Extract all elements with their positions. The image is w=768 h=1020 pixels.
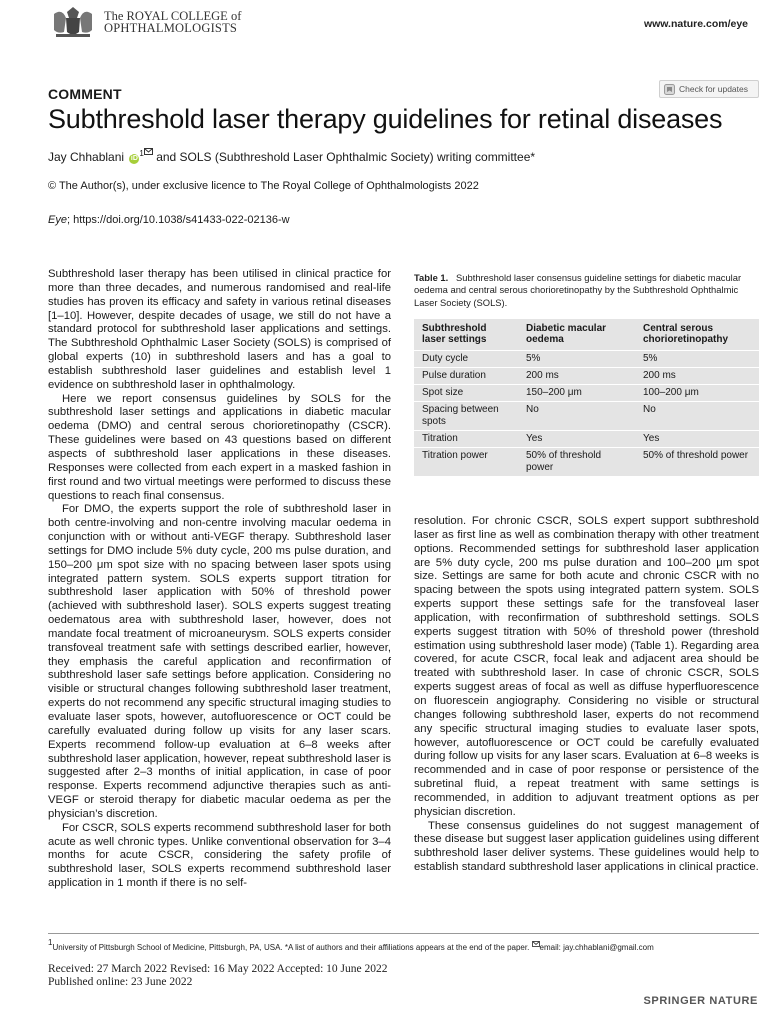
paragraph: Here we report consensus guidelines by SOLS for the subthreshold laser settings and applications in diabetic macular oedema (DMO) and central serous chorioretinopathy (CSCR). These guidelines were based on 43 questions based on different aspects of subthreshold laser applications in these diseases. Responses were collected from each expert in a masked fashion in first round and two virtual meetings were performed to discuss these questions to reach final consensus. [48,392,391,502]
copyright-line: © The Author(s), under exclusive licence to The Royal College of Ophthalmologists 2022 [48,180,479,192]
table-cell: Duty cycle [414,350,518,367]
table-cell: Titration [414,430,518,447]
dates-received: Received: 27 March 2022 Revised: 16 May 2022 Accepted: 10 June 2022 [48,963,388,975]
rco-logo[interactable] [48,4,241,40]
settings-table [414,319,759,477]
journal-header [48,4,748,44]
table-cell: 50% of threshold power [635,447,759,476]
table-cell: Titration power [414,447,518,476]
table-header: Diabetic macular oedema [518,319,635,351]
table-cell: 50% of threshold power [518,447,635,476]
table-1 [414,272,759,477]
table-cell: Yes [518,430,635,447]
table-cell: Spacing between spots [414,401,518,430]
logo-line2: OPHTHALMOLOGISTS [104,21,238,35]
table-row [414,350,759,367]
logo-line1: The ROYAL COLLEGE of [104,9,242,23]
table-cell: Pulse duration [414,367,518,384]
table-cell: No [518,401,635,430]
body-column-left [48,268,391,891]
dates-published: Published online: 23 June 2022 [48,976,193,988]
table-cell: 200 ms [635,367,759,384]
table-caption-text: Subthreshold laser consensus guideline settings for diabetic macular oedema and central serous chorioretinopathy by the Subthreshold Ophthalmic Laser Society (SOLS). [414,272,742,308]
affiliation-mark: 1 [139,149,144,158]
paragraph: Subthreshold laser therapy has been utilised in clinical practice for more than three decades, and numerous randomised and real-life studies has proven its efficacy and safety in various retinal diseases [1–10]. However, despite decades of usage, we still do not have a standard protocol for subthreshold laser applications and settings. The Subthreshold Ophthalmic Laser Society (SOLS) is comprised of global experts (10) in subthreshold lasers and has a goal to establish subthreshold laser guidelines and establish level 1 evidence on subthreshold laser in ophthalmology. [48,268,391,391]
table-cell: 100–200 μm [635,384,759,401]
paragraph: These consensus guidelines do not suggest management of these disease but suggest laser application guidelines using different subthreshold laser deliver systems. These guidelines would help to establish standard subthreshold laser applications in clinical practice. [414,819,759,874]
check-updates-label: Check for updates [679,84,748,94]
table-header-row [414,319,759,351]
table-caption [414,272,759,309]
table-cell: No [635,401,759,430]
table-header: Subthreshold laser settings [414,319,518,351]
author-line [48,148,535,164]
orcid-icon[interactable]: iD [130,155,138,162]
footnote-email-link[interactable]: email: jay.chhablani@gmail.com [539,943,654,952]
body-column-right [414,515,759,875]
article-title: Subthreshold laser therapy guidelines for retinal diseases [48,104,723,134]
table-header: Central serous chorioretinopathy [635,319,759,351]
table-row [414,447,759,476]
table-cell: Spot size [414,384,518,401]
email-icon [532,941,540,947]
bookmark-check-icon [664,84,675,95]
section-label: COMMENT [48,86,122,102]
affiliation-footnote [48,938,654,952]
check-updates-button[interactable] [659,80,759,98]
table-label: Table 1. [414,272,449,283]
table-cell: 5% [518,350,635,367]
table-cell: 150–200 μm [518,384,635,401]
footnote-mark: 1 [48,938,53,947]
paragraph: resolution. For chronic CSCR, SOLS expert support subthreshold laser as first line as well as combination therapy with other treatment options. Recommended settings for subthreshold laser application are 5% duty cycle, 200 ms pulse duration and 100–200 μm spot size. Settings are same for both acute and chronic CSCR with no spacing between the spots using integrated pattern system. SOLS experts support these settings safe for the transfoveal laser application, with reconfirmation of subthreshold settings. SOLS experts suggest titration with 50% of threshold power (threshold estimation using subthreshold laser mode) (Table 1). Regarding area covered, for acute CSCR, focal leak and adjacent area should be treated with subthreshold laser. In case of chronic CSCR, SOLS experts suggest areas of focal as well as diffuse hyperfluorescence on fluorescein angiography. Considering no visible or structural changes following subthreshold laser, experts do not recommend any specific structural imaging studies to evaluate laser spots, however, autofluorescence or OCT could be carefully evaluated during follow up visits for any laser scars. Evaluation at 6–8 weeks is recommended and in case of poor response or persistence of the subretinal fluid, a repeat treatment with same settings is recommended, in addition to adjuvant treatment options as per physician discretion. [414,515,759,818]
logo-text [104,10,241,34]
paragraph: For DMO, the experts support the role of subthreshold laser in both centre-involving and non-centre involving macular oedema in conjunction with or without anti-VEGF therapy. Subthreshold laser settings for DMO include 5% duty cycle, 200 ms pulse duration, and 150–200 μm spot size with no spacing between laser spots using integrated pattern system. SOLS experts support titration for subthreshold laser application with 50% of threshold power (achieved with subthreshold laser). SOLS experts suggest treating oedematous area with subthreshold laser, however, does not mandate focal treatment of microaneurysm. SOLS experts consider transfoveal treatment safe with settings described earlier, however, they emphasis the careful application and reconfirmation of subthreshold laser safe settings before application. Considering no visible or structural changes following subthreshold laser treatment, experts do not recommend any specific structural imaging studies to evaluate laser spots, however, autofluorescence or OCT could be carefully evaluated during follow up visits for any laser scars. Experts recommend follow-up evaluation at 6–8 weeks after subthreshold laser application, however, repeat subthreshold laser is suggested after 2–3 months of initial application, in case of poor response. Experts recommend adjunctive therapies such as anti-VEGF or steroid therapy for diabetic macular oedema as per the physician’s discretion. [48,503,391,820]
journal-url-link[interactable]: www.nature.com/eye [643,18,748,30]
doi-link[interactable]: ; https://doi.org/10.1038/s41433-022-02136-w [66,214,290,226]
author-rest: and SOLS (Subthreshold Laser Ophthalmic Society) writing committee* [152,150,536,164]
table-row [414,384,759,401]
table-cell: Yes [635,430,759,447]
doi-line [48,214,290,226]
table-cell: 5% [635,350,759,367]
crest-icon [48,4,98,40]
table-row [414,401,759,430]
publication-dates [48,963,388,989]
email-icon[interactable] [144,148,153,155]
table-cell: 200 ms [518,367,635,384]
publisher-logo: SPRINGER NATURE [643,995,758,1007]
table-row [414,367,759,384]
doi-journal: Eye [48,214,67,226]
author-name-link[interactable]: Jay Chhablani [48,150,125,164]
footnote-text: University of Pittsburgh School of Medicine, Pittsburgh, PA, USA. *A list of authors and their affiliations appears at the end of the paper. [52,943,532,952]
paragraph: For CSCR, SOLS experts recommend subthreshold laser for both acute as well chronic types. Unlike conventional observation for 3–4 months for acute CSCR, considering the safety profile of subthreshold laser, SOLS experts recommend subthreshold laser application in 1 month if there is no self- [48,821,391,890]
footnote-divider [48,933,759,934]
table-row [414,430,759,447]
